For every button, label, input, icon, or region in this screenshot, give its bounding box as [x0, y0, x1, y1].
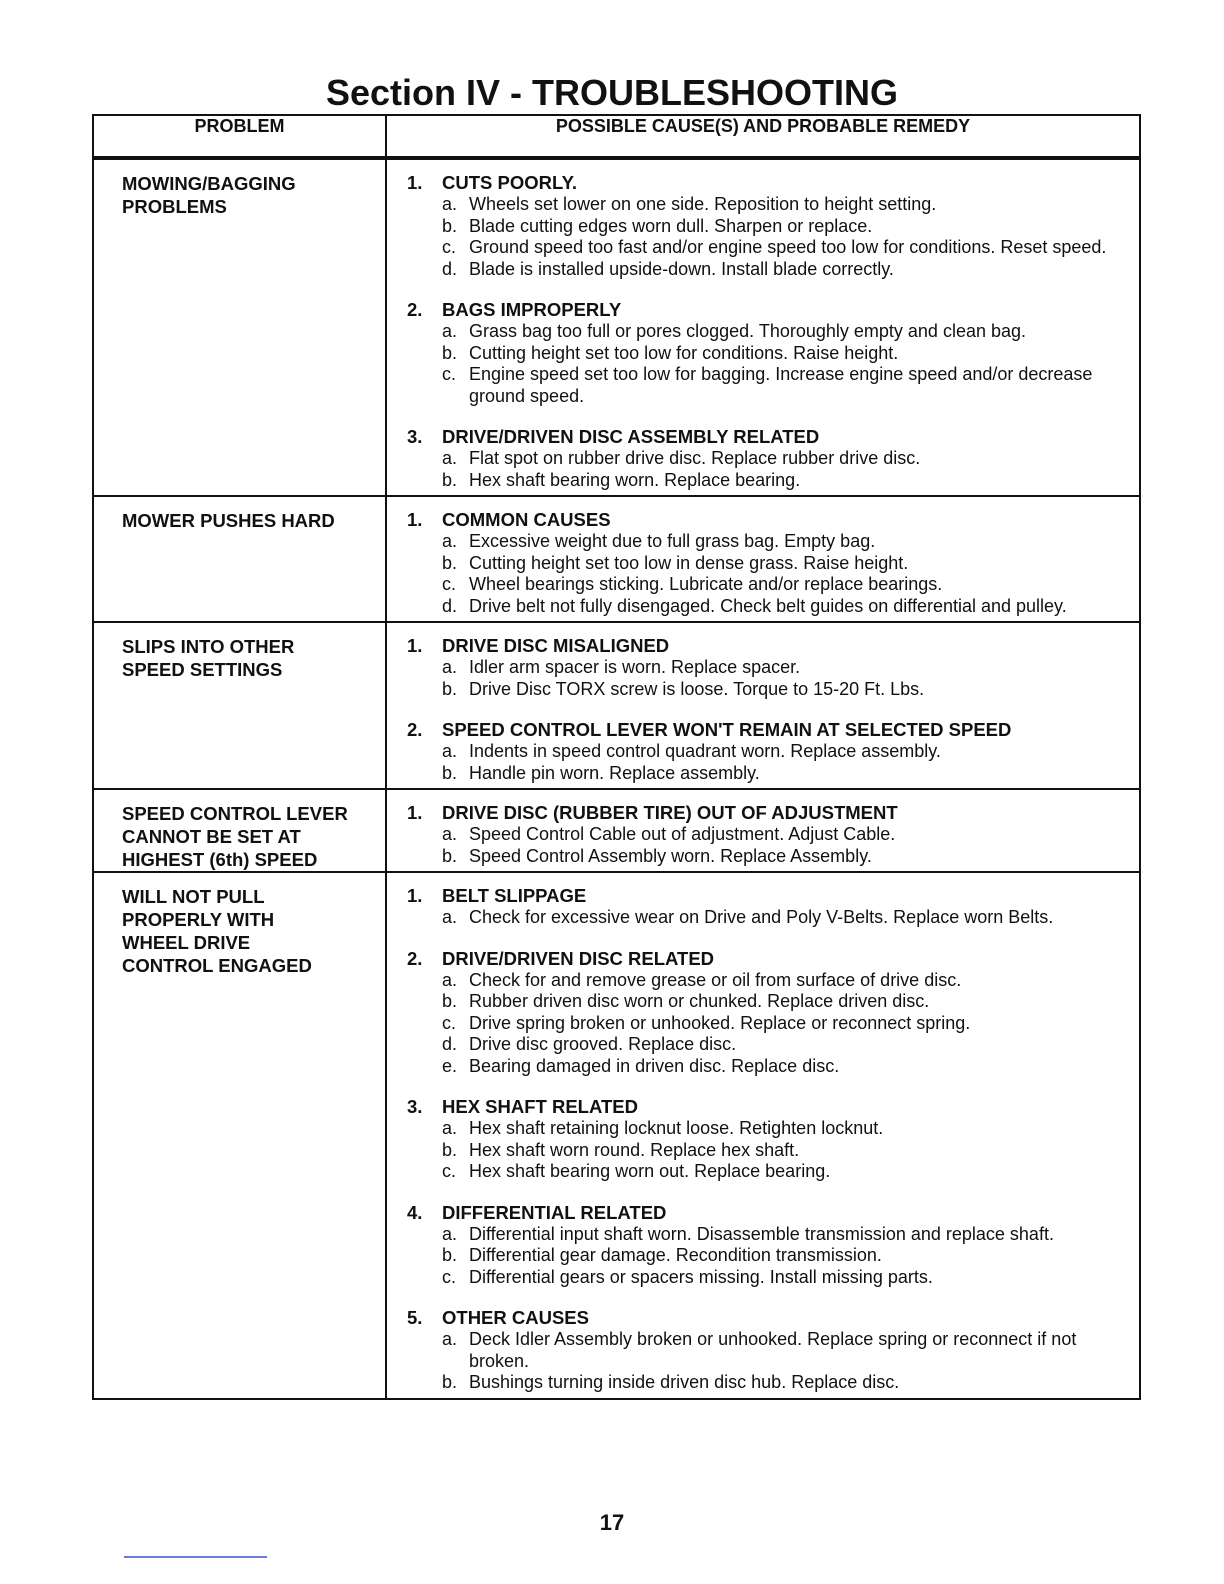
remedy-text: Blade cutting edges worn dull. Sharpen or replace.: [469, 215, 873, 236]
remedy-text: Bearing damaged in driven disc. Replace disc.: [469, 1055, 840, 1076]
remedy-text: Bushings turning inside driven disc hub. Replace disc.: [469, 1372, 900, 1392]
remedy-text: Check for and remove grease or oil from surface of drive disc.: [469, 969, 962, 990]
remedy-letter: c.: [442, 574, 457, 594]
remedy-text: Differential gears or spacers missing. Install missing parts.: [469, 1266, 933, 1287]
cause-heading-text: DRIVE/DRIVEN DISC RELATED: [442, 947, 715, 969]
remedy-item: [407, 1372, 1131, 1394]
cause-heading-text: DRIVE DISC MISALIGNED: [442, 635, 670, 656]
remedy-item: [407, 1267, 1131, 1289]
footer-rule: [124, 1556, 267, 1558]
remedy-text: Drive belt not fully disengaged. Check belt guides on differential and pulley.: [469, 595, 1067, 616]
cause-heading: [407, 1307, 1131, 1329]
remedy-item: [407, 364, 1131, 407]
remedy-letter: a.: [442, 657, 458, 677]
cause-heading-text: BELT SLIPPAGE: [442, 885, 587, 906]
remedy-text: Hex shaft bearing worn. Replace bearing.: [469, 469, 801, 490]
remedy-letter: c.: [442, 1012, 457, 1033]
problem-text: SPEED SETTINGS: [122, 659, 283, 680]
remedy-text: Differential input shaft worn. Disassemble transmission and replace shaft.: [469, 1223, 1054, 1244]
cause-heading: [407, 719, 1131, 741]
troubleshooting-table: [92, 114, 1141, 1400]
remedy-item: [407, 1329, 1131, 1372]
remedy-letter: a.: [442, 531, 458, 551]
remedy-letter: b.: [442, 469, 458, 490]
remedy-item: [407, 596, 1131, 618]
remedy-letter: d.: [442, 258, 458, 279]
remedy-item: [407, 216, 1131, 238]
table-header-row: [93, 115, 1140, 158]
remedy-item: [407, 1056, 1131, 1078]
remedy-letter: d.: [442, 595, 458, 616]
page-title: Section IV - TROUBLESHOOTING: [325, 72, 899, 113]
problem-text: PROBLEMS: [122, 196, 227, 217]
problem-text: CANNOT BE SET AT: [122, 826, 301, 847]
table-row: [93, 158, 1140, 496]
remedy-item: [407, 237, 1131, 259]
cause-heading-text: SPEED CONTROL LEVER WON'T REMAIN AT SELECTED SPEED: [442, 719, 1012, 740]
remedy-text: Check for excessive wear on Drive and Poly V-Belts. Replace worn Belts.: [469, 907, 1054, 927]
remedy-letter: a.: [442, 969, 458, 990]
remedy-text: Hex shaft worn round. Replace hex shaft.: [469, 1139, 800, 1160]
remedy-cell: [386, 622, 1140, 789]
problem-text: WHEEL DRIVE: [122, 932, 251, 953]
problem-text: PROPERLY WITH: [122, 909, 275, 930]
remedy-item: [407, 553, 1131, 575]
cause-group: [407, 509, 1131, 617]
remedy-text: Wheels set lower on one side. Reposition to height setting.: [469, 194, 937, 214]
problem-text: SPEED CONTROL LEVER: [122, 803, 348, 824]
problem-text: CONTROL ENGAGED: [122, 955, 312, 976]
remedy-letter: d.: [442, 1034, 458, 1054]
remedy-cell: [386, 872, 1140, 1399]
cause-heading-text: COMMON CAUSES: [442, 509, 611, 530]
remedy-letter: e.: [442, 1055, 458, 1076]
problem-cell: [93, 789, 386, 872]
remedy-text: Cutting height set too low in dense grass. Raise height.: [469, 552, 909, 573]
remedy-letter: c.: [442, 237, 457, 257]
cause-heading-text: DIFFERENTIAL RELATED: [442, 1201, 667, 1223]
remedy-item: [407, 907, 1131, 929]
remedy-letter: b.: [442, 1139, 458, 1160]
remedy-item: [407, 991, 1131, 1013]
table-row: [93, 872, 1140, 1399]
remedy-letter: a.: [442, 741, 458, 761]
cause-heading: [407, 635, 1131, 657]
page-number: 17: [599, 1510, 625, 1535]
remedy-letter: b.: [442, 845, 458, 866]
remedy-letter: b.: [442, 342, 458, 363]
remedy-item: [407, 1140, 1131, 1162]
remedy-text: Drive Disc TORX screw is loose. Torque to 15-20 Ft. Lbs.: [469, 678, 925, 699]
cause-heading: [407, 509, 1131, 531]
cause-number: 1.: [407, 802, 423, 823]
remedy-letter: c.: [442, 1161, 457, 1181]
cause-heading: [407, 172, 1131, 194]
cause-number: 4.: [407, 1201, 423, 1223]
remedy-cell: [386, 789, 1140, 872]
cause-number: 1.: [407, 172, 423, 193]
header-remedy: POSSIBLE CAUSE(S) AND PROBABLE REMEDY: [386, 115, 1140, 158]
cause-number: 1.: [407, 509, 423, 530]
problem-cell: [93, 496, 386, 622]
problem-text: MOWER PUSHES HARD: [122, 510, 335, 531]
remedy-text: Differential gear damage. Recondition transmission.: [469, 1245, 882, 1265]
remedy-letter: c.: [442, 1266, 457, 1287]
table-row: [93, 622, 1140, 789]
cause-heading: [407, 802, 1131, 824]
remedy-text: Drive spring broken or unhooked. Replace or reconnect spring.: [469, 1012, 971, 1033]
remedy-text: Hex shaft retaining locknut loose. Retighten locknut.: [469, 1118, 884, 1138]
cause-group: [407, 426, 1131, 491]
remedy-item: [407, 194, 1131, 216]
remedy-letter: b.: [442, 1245, 458, 1265]
remedy-letter: b.: [442, 678, 458, 699]
remedy-item: [407, 1245, 1131, 1267]
cause-group: [407, 299, 1131, 407]
remedy-item: [407, 448, 1131, 470]
remedy-letter: a.: [442, 1118, 458, 1138]
problem-text: MOWING/BAGGING: [122, 173, 296, 194]
remedy-letter: b.: [442, 762, 458, 783]
cause-number: 5.: [407, 1307, 423, 1328]
remedy-item: [407, 657, 1131, 679]
remedy-item: [407, 970, 1131, 992]
remedy-text: Handle pin worn. Replace assembly.: [469, 762, 760, 783]
cause-heading: [407, 299, 1131, 321]
problem-cell: [93, 622, 386, 789]
cause-heading-text: BAGS IMPROPERLY: [442, 299, 622, 320]
cause-number: 3.: [407, 426, 423, 447]
remedy-item: [407, 470, 1131, 492]
remedy-item: [407, 741, 1131, 763]
remedy-text: Cutting height set too low for conditions. Raise height.: [469, 342, 899, 363]
header-problem: PROBLEM: [93, 115, 386, 158]
table-body: [93, 158, 1140, 1399]
remedy-text: Rubber driven disc worn or chunked. Replace driven disc.: [469, 991, 930, 1011]
remedy-item: [407, 574, 1131, 596]
remedy-item: [407, 1013, 1131, 1035]
remedy-letter: a.: [442, 448, 458, 468]
remedy-letter: b.: [442, 215, 458, 236]
problem-cell: [93, 158, 386, 496]
remedy-letter: a.: [442, 907, 458, 927]
cause-group: [407, 885, 1131, 929]
remedy-text: Blade is installed upside-down. Install blade correctly.: [469, 258, 894, 279]
cause-group: [407, 635, 1131, 700]
cause-heading: [407, 1096, 1131, 1118]
cause-group: [407, 1096, 1131, 1183]
remedy-text: Deck Idler Assembly broken or unhooked. Replace spring or reconnect if not broken.: [469, 1329, 1077, 1371]
cause-heading: [407, 426, 1131, 448]
cause-heading: [407, 948, 1131, 970]
problem-text: WILL NOT PULL: [122, 886, 265, 907]
remedy-text: Drive disc grooved. Replace disc.: [469, 1034, 737, 1054]
remedy-item: [407, 1224, 1131, 1246]
cause-heading: [407, 885, 1131, 907]
remedy-text: Excessive weight due to full grass bag. Empty bag.: [469, 531, 876, 551]
cause-group: [407, 1202, 1131, 1289]
cause-number: 2.: [407, 947, 423, 969]
remedy-item: [407, 343, 1131, 365]
remedy-item: [407, 763, 1131, 785]
remedy-letter: c.: [442, 364, 457, 384]
remedy-text: Flat spot on rubber drive disc. Replace rubber drive disc.: [469, 448, 921, 468]
remedy-letter: a.: [442, 321, 458, 341]
cause-number: 1.: [407, 635, 423, 656]
remedy-letter: b.: [442, 552, 458, 573]
problem-text: HIGHEST (6th) SPEED: [122, 849, 318, 870]
cause-heading: [407, 1202, 1131, 1224]
cause-number: 2.: [407, 299, 423, 320]
remedy-cell: [386, 158, 1140, 496]
cause-heading-text: HEX SHAFT RELATED: [442, 1096, 638, 1117]
problem-text: SLIPS INTO OTHER: [122, 636, 295, 657]
remedy-item: [407, 1034, 1131, 1056]
cause-heading-text: CUTS POORLY.: [442, 172, 578, 193]
remedy-letter: a.: [442, 1223, 458, 1244]
remedy-text: Grass bag too full or pores clogged. Thoroughly empty and clean bag.: [469, 321, 1027, 341]
cause-group: [407, 172, 1131, 280]
remedy-letter: a.: [442, 1329, 458, 1349]
remedy-text: Speed Control Cable out of adjustment. Adjust Cable.: [469, 824, 896, 844]
problem-cell: [93, 872, 386, 1399]
remedy-item: [407, 846, 1131, 868]
remedy-item: [407, 824, 1131, 846]
remedy-text: Hex shaft bearing worn out. Replace bearing.: [469, 1161, 831, 1181]
remedy-item: [407, 679, 1131, 701]
cause-group: [407, 802, 1131, 867]
remedy-item: [407, 321, 1131, 343]
cause-heading-text: OTHER CAUSES: [442, 1307, 589, 1328]
remedy-cell: [386, 496, 1140, 622]
cause-group: [407, 948, 1131, 1078]
remedy-text: Engine speed set too low for bagging. Increase engine speed and/or decrease ground speed.: [469, 364, 1093, 406]
remedy-text: Indents in speed control quadrant worn. Replace assembly.: [469, 741, 941, 761]
cause-heading-text: DRIVE/DRIVEN DISC ASSEMBLY RELATED: [442, 426, 820, 447]
remedy-text: Idler arm spacer is worn. Replace spacer.: [469, 657, 801, 677]
remedy-text: Ground speed too fast and/or engine speed too low for conditions. Reset speed.: [469, 237, 1107, 257]
cause-number: 2.: [407, 719, 423, 740]
remedy-letter: a.: [442, 194, 458, 214]
cause-number: 1.: [407, 885, 423, 906]
remedy-item: [407, 531, 1131, 553]
cause-group: [407, 719, 1131, 784]
remedy-letter: b.: [442, 1372, 458, 1392]
remedy-item: [407, 1161, 1131, 1183]
table-row: [93, 789, 1140, 872]
remedy-item: [407, 1118, 1131, 1140]
cause-number: 3.: [407, 1096, 423, 1117]
cause-group: [407, 1307, 1131, 1394]
remedy-text: Wheel bearings sticking. Lubricate and/or replace bearings.: [469, 574, 943, 594]
remedy-letter: a.: [442, 824, 458, 844]
remedy-letter: b.: [442, 991, 458, 1011]
table-row: [93, 496, 1140, 622]
cause-heading-text: DRIVE DISC (RUBBER TIRE) OUT OF ADJUSTMENT: [442, 802, 898, 823]
remedy-item: [407, 259, 1131, 281]
remedy-text: Speed Control Assembly worn. Replace Assembly.: [469, 845, 872, 866]
